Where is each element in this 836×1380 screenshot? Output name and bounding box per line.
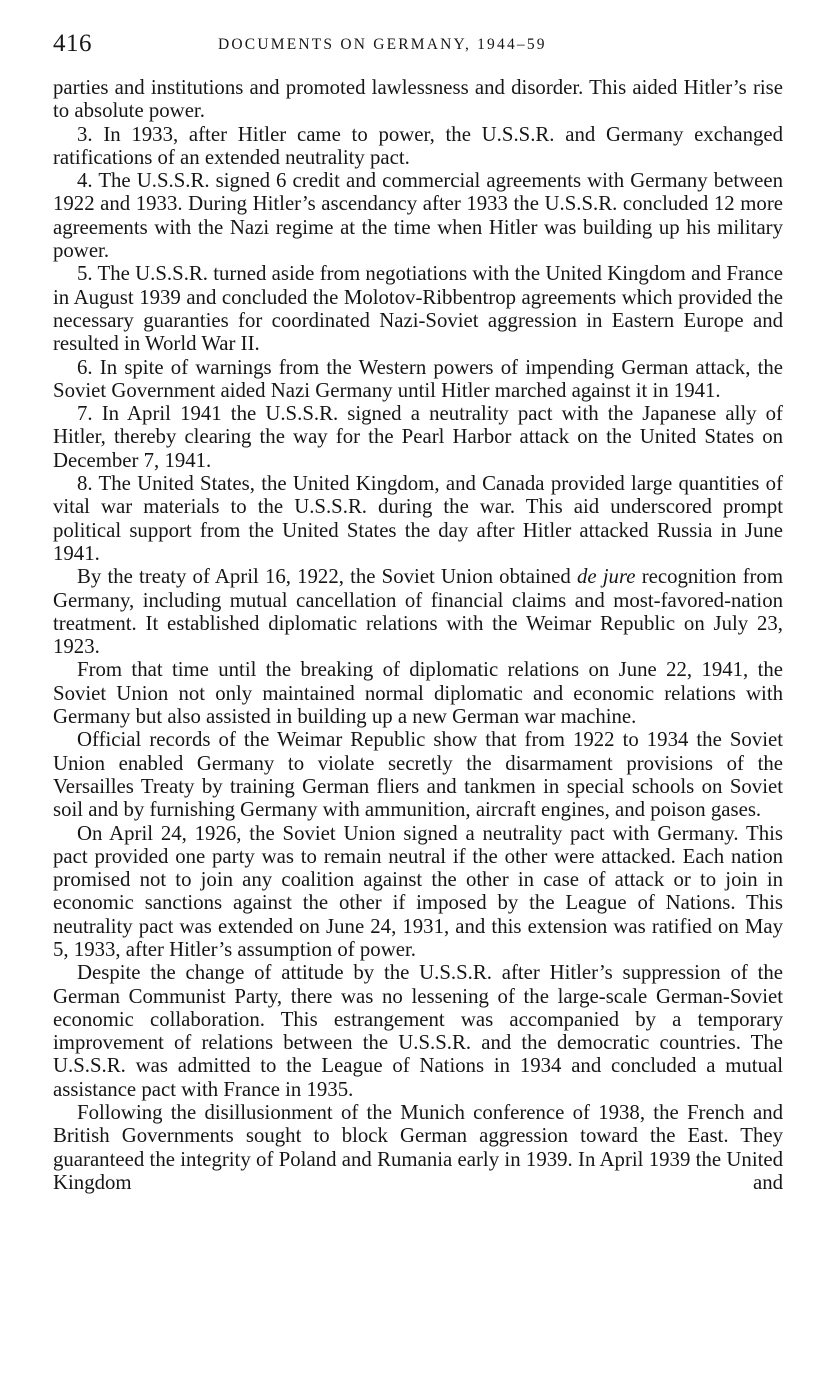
paragraph: 8. The United States, the United Kingdom, and Canada provided large quantities of vital war materials to the U.S.S.R. during the war. This aid underscored prompt political support from the United States the day after Hitler attacked Russia in June 1941.: [53, 472, 783, 565]
paragraph: On April 24, 1926, the Soviet Union signed a neutrality pact with Germany. This pact provided one party was to remain neutral if the other were attacked. Each nation promised not to join any coalition against the other in case of attack or to join in economic sanctions against the other if imposed by the League of Nations. This neutrality pact was extended on June 24, 1931, and this extension was ratified on May 5, 1933, after Hitler’s assumption of power.: [53, 821, 783, 961]
paragraph: From that time until the breaking of diplomatic relations on June 22, 1941, the Soviet Union not only maintained normal diplomatic and economic relations with Germany but also assisted in building up a new German war machine.: [53, 658, 783, 729]
paragraph: Following the disillusionment of the Munich conference of 1938, the French and British Governments sought to block German aggression toward the East. They guaranteed the integrity of Poland and Rumania early in 1939. In April 1939 the United Kingdom and: [53, 1101, 783, 1194]
paragraph: Despite the change of attitude by the U.S.S.R. after Hitler’s suppression of the German Communist Party, there was no lessening of the large-scale German-Soviet economic collaboration. This estrangement was accompanied by a temporary improvement of relations between the U.S.S.R. and the democratic countries. The U.S.S.R. was admitted to the League of Nations in 1934 and concluded a mutual assistance pact with France in 1935.: [53, 961, 783, 1101]
running-head: DOCUMENTS ON GERMANY, 1944–59: [218, 36, 547, 53]
document-page: [53, 28, 783, 1194]
paragraph: 4. The U.S.S.R. signed 6 credit and commercial agreements with Germany between 1922 and 1933. During Hitler’s ascendancy after 1933 the U.S.S.R. concluded 12 more agreements with the Nazi regime at the time when Hitler was building up his military power.: [53, 169, 783, 263]
italic-term: de jure: [576, 565, 636, 589]
paragraph: 3. In 1933, after Hitler came to power, the U.S.S.R. and Germany exchanged ratifications of an extended neutrality pact.: [53, 122, 783, 169]
paragraph: [53, 565, 783, 658]
paragraph: 5. The U.S.S.R. turned aside from negotiations with the United Kingdom and France in August 1939 and concluded the Molotov-Ribbentrop agreements which provided the necessary guaranties for coordinated Nazi-Soviet aggression in Eastern Europe and resulted in World War II.: [53, 262, 783, 356]
paragraph: parties and institutions and promoted lawlessness and disorder. This aided Hitler’s rise to absolute power.: [53, 76, 783, 123]
paragraph: Official records of the Weimar Republic show that from 1922 to 1934 the Soviet Union enabled Germany to violate secretly the disarmament provisions of the Versailles Treaty by training German fliers and tankmen in special schools on Soviet soil and by furnishing Germany with ammunition, aircraft engines, and poison gases.: [53, 728, 783, 822]
paragraph: 7. In April 1941 the U.S.S.R. signed a neutrality pact with the Japanese ally of Hitler, thereby clearing the way for the Pearl Harbor attack on the United States on December 7, 1941.: [53, 402, 783, 472]
paragraph-text: recognition from Germany, including mutual cancellation of financial claims and most-favored-nation treatment. It established diplomatic relations with the Weimar Republic on July 23, 1923.: [53, 565, 784, 659]
body-text: [53, 76, 783, 1194]
page-header: [53, 28, 783, 68]
page-number: 416: [53, 30, 92, 57]
paragraph: 6. In spite of warnings from the Western powers of impending German attack, the Soviet Government aided Nazi Germany until Hitler marched against it in 1941.: [53, 355, 783, 402]
paragraph-text: By the treaty of April 16, 1922, the Soviet Union obtained: [77, 565, 577, 589]
